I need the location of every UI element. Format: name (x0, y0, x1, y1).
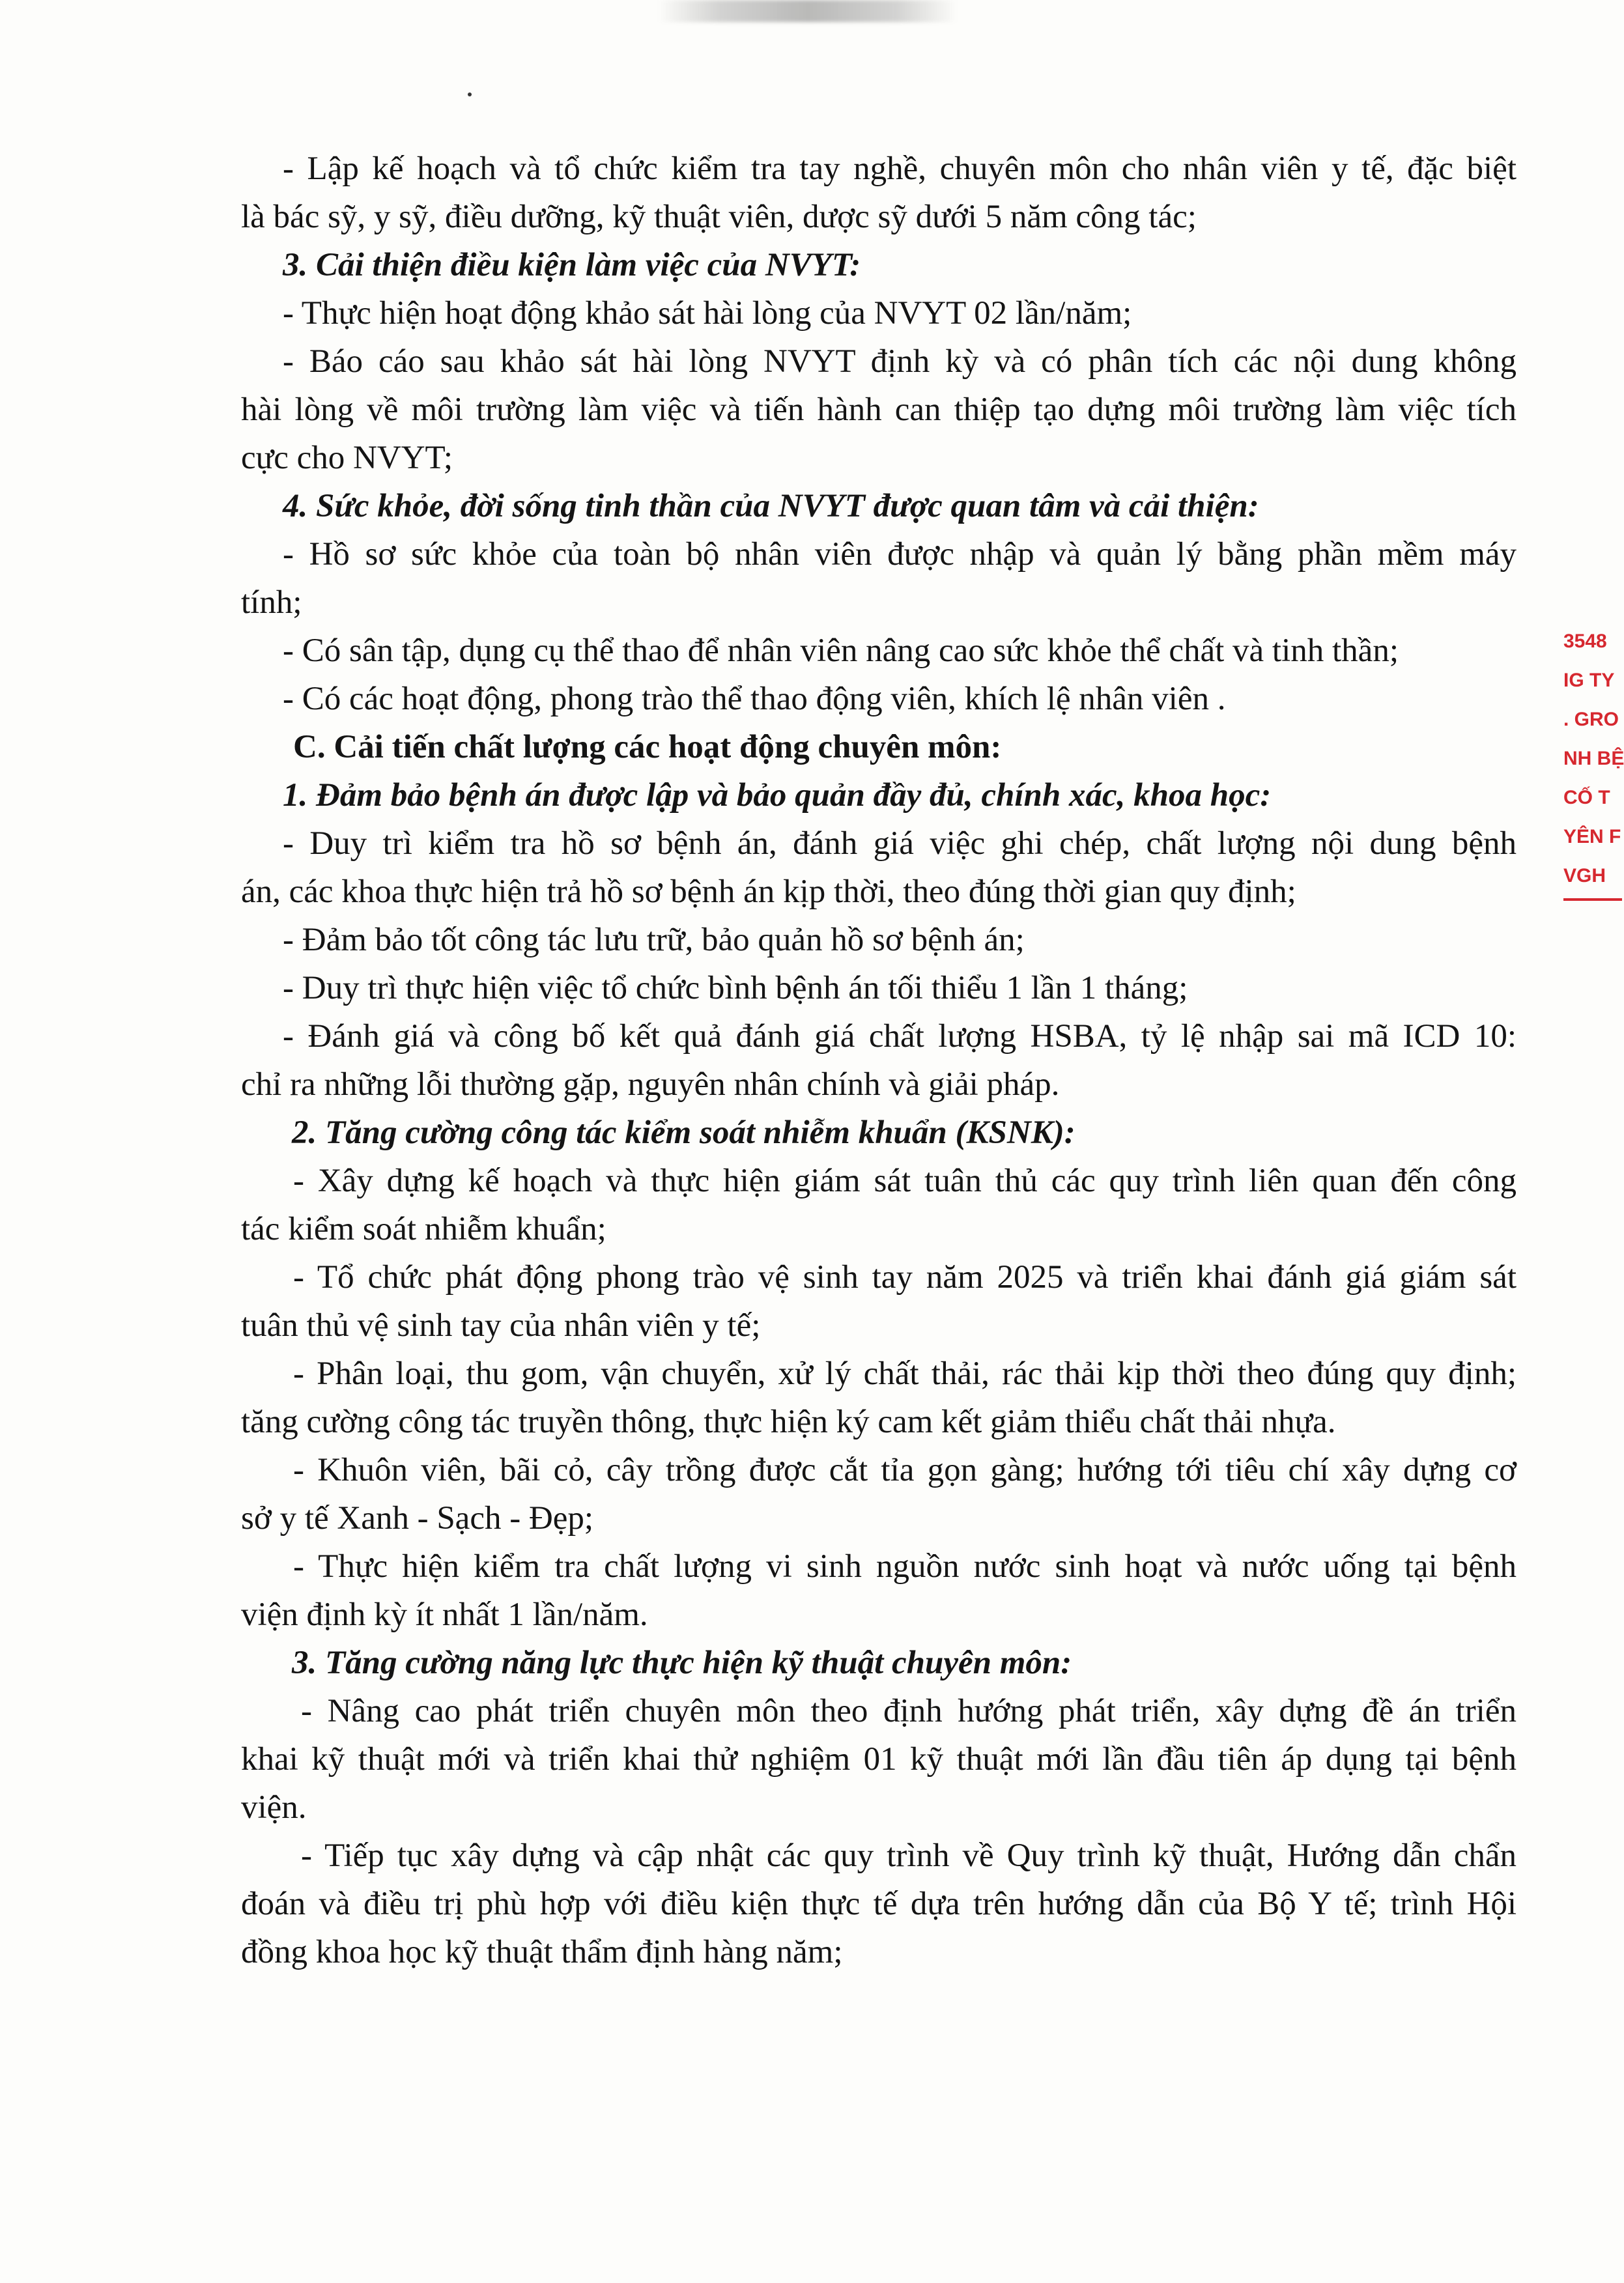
stamp-text: CỐ T (1563, 787, 1610, 808)
text-line: viện định kỳ ít nhất 1 lần/năm. (241, 1596, 648, 1633)
scan-speck (468, 92, 472, 96)
stamp-text: . GRO (1563, 709, 1619, 730)
part-heading: C. Cải tiến chất lượng các hoạt động chuyên môn: (293, 729, 1002, 765)
bullet-line: - Có sân tập, dụng cụ thể thao để nhân viên nâng cao sức khỏe thể chất và tinh thần; (283, 632, 1399, 669)
text-line: viện. (241, 1789, 307, 1826)
bullet-line: - Duy trì kiểm tra hồ sơ bệnh án, đánh giá việc ghi chép, chất lượng nội dung bệnh (283, 825, 1517, 862)
bullet-line: - Đánh giá và công bố kết quả đánh giá chất lượng HSBA, tỷ lệ nhập sai mã ICD 10: (283, 1018, 1517, 1055)
text-line: tăng cường công tác truyền thông, thực hiện ký cam kết giảm thiểu chất thải nhựa. (241, 1404, 1336, 1440)
text-line: sở y tế Xanh - Sạch - Đẹp; (241, 1500, 594, 1537)
bullet-line: - Xây dựng kế hoạch và thực hiện giám sát tuân thủ các quy trình liên quan đến công (293, 1163, 1517, 1199)
text-line: án, các khoa thực hiện trả hồ sơ bệnh án kịp thời, theo đúng thời gian quy định; (241, 873, 1296, 910)
text-line: đồng khoa học kỹ thuật thẩm định hàng năm; (241, 1934, 843, 1970)
text-line: là bác sỹ, y sỹ, điều dưỡng, kỹ thuật viên, dược sỹ dưới 5 năm công tác; (241, 199, 1197, 235)
text-line: tuân thủ vệ sinh tay của nhân viên y tế; (241, 1307, 761, 1344)
stamp-text: YÊN F (1563, 826, 1621, 847)
bullet-line: - Lập kế hoạch và tổ chức kiểm tra tay nghề, chuyên môn cho nhân viên y tế, đặc biệt (283, 150, 1517, 187)
bullet-line: - Thực hiện kiểm tra chất lượng vi sinh nguồn nước sinh hoạt và nước uống tại bệnh (293, 1548, 1517, 1585)
stamp-text: 3548 (1563, 631, 1607, 652)
scan-edge-mark (658, 0, 958, 22)
text-line: hài lòng về môi trường làm việc và tiến hành can thiệp tạo dựng môi trường làm việc tích (241, 391, 1517, 428)
text-line: chỉ ra những lỗi thường gặp, nguyên nhân chính và giải pháp. (241, 1066, 1060, 1103)
section-heading: 4. Sức khỏe, đời sống tinh thần của NVYT được quan tâm và cải thiện: (283, 488, 1259, 524)
bullet-line: - Tổ chức phát động phong trào vệ sinh tay năm 2025 và triển khai đánh giá giám sát (293, 1259, 1517, 1296)
stamp-text: IG TY (1563, 670, 1615, 691)
document-body (241, 145, 1517, 1976)
bullet-line: - Nâng cao phát triển chuyên môn theo định hướng phát triển, xây dựng đề án triển (301, 1693, 1517, 1729)
section-heading: 2. Tăng cường công tác kiểm soát nhiễm khuẩn (KSNK): (292, 1114, 1076, 1151)
section-heading: 3. Cải thiện điều kiện làm việc của NVYT: (283, 247, 861, 283)
bullet-line: - Báo cáo sau khảo sát hài lòng NVYT định kỳ và có phân tích các nội dung không (283, 343, 1517, 380)
bullet-line: - Duy trì thực hiện việc tổ chức bình bệnh án tối thiểu 1 lần 1 tháng; (283, 970, 1188, 1006)
bullet-line: - Hồ sơ sức khỏe của toàn bộ nhân viên được nhập và quản lý bằng phần mềm máy (283, 536, 1517, 573)
bullet-line: - Khuôn viên, bãi cỏ, cây trồng được cắt tỉa gọn gàng; hướng tới tiêu chí xây dựng cơ (293, 1452, 1517, 1488)
bullet-line: - Phân loại, thu gom, vận chuyển, xử lý chất thải, rác thải kịp thời theo đúng quy định; (293, 1355, 1517, 1392)
text-line: tính; (241, 584, 302, 621)
text-line: tác kiểm soát nhiễm khuẩn; (241, 1211, 606, 1247)
section-heading: 3. Tăng cường năng lực thực hiện kỹ thuật chuyên môn: (292, 1645, 1072, 1681)
stamp-text: NH BỆ (1563, 748, 1624, 769)
section-heading: 1. Đảm bảo bệnh án được lập và bảo quản đầy đủ, chính xác, khoa học: (283, 777, 1272, 814)
text-line: khai kỹ thuật mới và triển khai thử nghiệm 01 kỹ thuật mới lần đầu tiên áp dụng tại bệnh (241, 1741, 1517, 1778)
text-line: cực cho NVYT; (241, 440, 453, 476)
bullet-line: - Có các hoạt động, phong trào thể thao động viên, khích lệ nhân viên . (283, 681, 1226, 717)
text-line: đoán và điều trị phù hợp với điều kiện thực tế dựa trên hướng dẫn của Bộ Y tế; trình Hội (241, 1886, 1517, 1922)
bullet-line: - Thực hiện hoạt động khảo sát hài lòng của NVYT 02 lần/năm; (283, 295, 1132, 332)
bullet-line: - Tiếp tục xây dựng và cập nhật các quy trình về Quy trình kỹ thuật, Hướng dẫn chẩn (301, 1837, 1517, 1874)
stamp-rule (1563, 898, 1622, 901)
bullet-line: - Đảm bảo tốt công tác lưu trữ, bảo quản hồ sơ bệnh án; (283, 922, 1025, 958)
stamp-text: VGH (1563, 865, 1606, 886)
red-stamp-edge (1563, 622, 1624, 896)
